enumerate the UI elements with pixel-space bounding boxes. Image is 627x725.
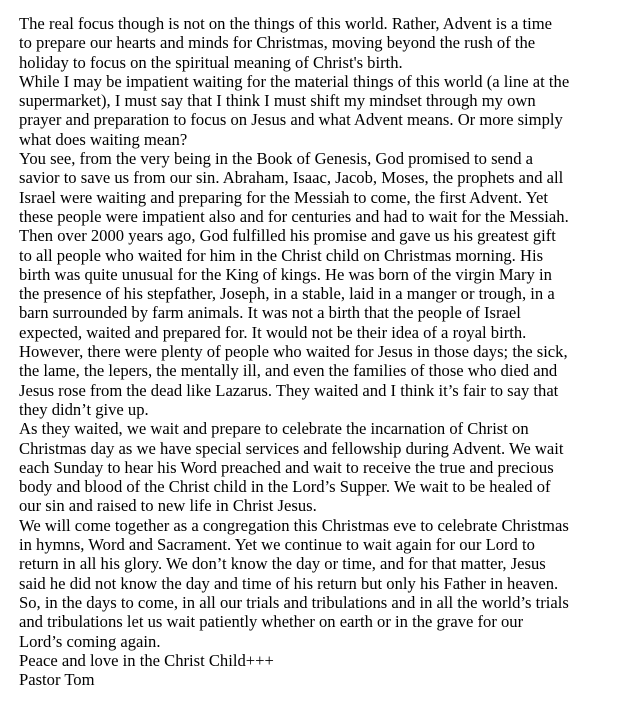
text-line: holiday to focus on the spiritual meaning of Christ's birth. bbox=[19, 52, 403, 72]
text-line: You see, from the very being in the Book of Genesis, God promised to send a bbox=[19, 149, 534, 169]
text-line: However, there were plenty of people who waited for Jesus in those days; the sick, bbox=[19, 342, 568, 362]
text-line: prayer and preparation to focus on Jesus and what Advent means. Or more simply bbox=[19, 110, 563, 130]
text-line: body and blood of the Christ child in the Lord’s Supper. We wait to be healed of bbox=[19, 477, 551, 497]
text-line: each Sunday to hear his Word preached and wait to receive the true and precious bbox=[19, 457, 554, 477]
signature-line: Pastor Tom bbox=[19, 670, 95, 690]
text-line: Christmas day as we have special services and fellowship during Advent. We wait bbox=[19, 438, 564, 458]
text-line: barn surrounded by farm animals. It was not a birth that the people of Israel bbox=[19, 303, 521, 323]
text-line: supermarket), I must say that I think I must shift my mindset through my own bbox=[19, 91, 536, 111]
text-line: in hymns, Word and Sacrament. Yet we continue to wait again for our Lord to bbox=[19, 535, 535, 555]
text-line: So, in the days to come, in all our trials and tribulations and in all the world’s trials bbox=[19, 592, 569, 612]
text-line: The real focus though is not on the things of this world. Rather, Advent is a time bbox=[19, 14, 553, 33]
text-line: our sin and raised to new life in Christ Jesus. bbox=[19, 496, 317, 516]
text-line: to prepare our hearts and minds for Christmas, moving beyond the rush of the bbox=[19, 33, 536, 53]
text-line: these people were impatient also and for centuries and had to wait for the Messiah. bbox=[19, 206, 569, 226]
text-line: Then over 2000 years ago, God fulfilled his promise and gave us his greatest gift bbox=[19, 226, 556, 246]
text-line: the presence of his stepfather, Joseph, in a stable, laid in a manger or trough, in a bbox=[19, 284, 555, 304]
text-line: Lord’s coming again. bbox=[19, 631, 161, 651]
text-line: We will come together as a congregation this Christmas eve to celebrate Christmas bbox=[19, 515, 569, 535]
text-line: savior to save us from our sin. Abraham, Isaac, Jacob, Moses, the prophets and all bbox=[19, 168, 564, 188]
text-line: said he did not know the day and time of his return but only his Father in heaven. bbox=[19, 573, 559, 593]
text-line: they didn’t give up. bbox=[19, 399, 149, 419]
text-line: birth was quite unusual for the King of kings. He was born of the virgin Mary in bbox=[19, 264, 552, 284]
text-line: Jesus rose from the dead like Lazarus. They waited and I think it’s fair to say that bbox=[19, 380, 559, 400]
text-line: what does waiting mean? bbox=[19, 129, 188, 149]
text-line: Israel were waiting and preparing for the Messiah to come, the first Advent. Yet bbox=[19, 187, 549, 207]
text-line: As they waited, we wait and prepare to celebrate the incarnation of Christ on bbox=[19, 419, 529, 439]
closing-line: Peace and love in the Christ Child+++ bbox=[19, 650, 274, 670]
text-line: return in all his glory. We don’t know the day or time, and for that matter, Jesus bbox=[19, 554, 546, 574]
text-line: the lame, the lepers, the mentally ill, and even the families of those who died and bbox=[19, 361, 558, 381]
text-line: expected, waited and prepared for. It would not be their idea of a royal birth. bbox=[19, 322, 527, 342]
text-line: While I may be impatient waiting for the material things of this world (a line at the bbox=[19, 71, 570, 91]
text-line: and tribulations let us wait patiently whether on earth or in the grave for our bbox=[19, 612, 524, 632]
document-body bbox=[19, 14, 621, 689]
text-line: to all people who waited for him in the Christ child on Christmas morning. His bbox=[19, 245, 544, 265]
